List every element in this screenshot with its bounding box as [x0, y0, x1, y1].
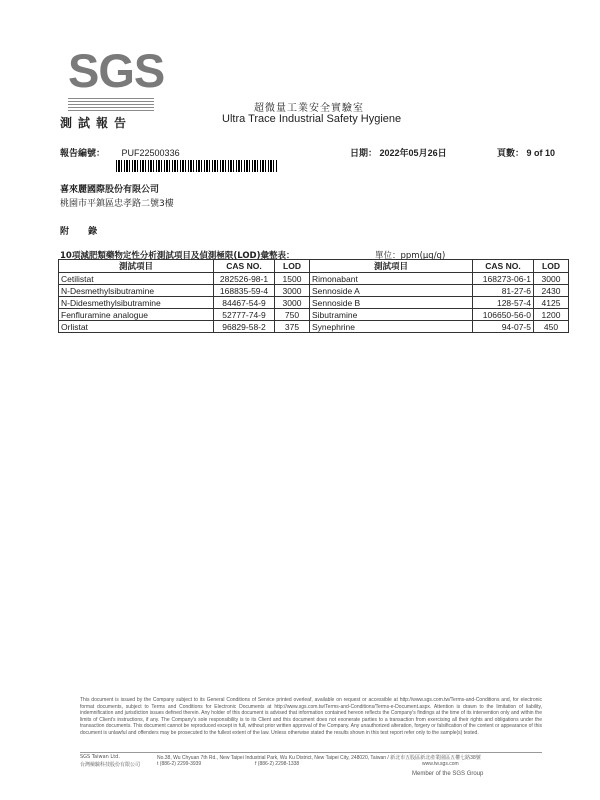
- appendix-label: 附 錄: [60, 227, 106, 237]
- lod-value: 3000: [275, 285, 310, 297]
- cas-number: 81-27-6: [473, 285, 534, 297]
- report-number: [60, 146, 180, 159]
- lod-value: 750: [275, 309, 310, 321]
- report-date: [350, 146, 447, 159]
- header-cas-right: CAS NO.: [473, 260, 534, 273]
- report-no-label: 報告編號：: [60, 148, 106, 158]
- header-item: 測試項目: [59, 260, 214, 273]
- page-number: [497, 146, 555, 159]
- footer-disclaimer: This document is issued by the Company subject to its General Conditions of Service printed overleaf, available on request or accessible at http://www.sgs.com.tw/Terms-and-Conditions and, for electronic format documents, subject to Terms and Conditions for Electronic Documents at http://www.sgs.com.tw/Terms-and-Conditions/Terms-e-Document.aspx. Attention is drawn to the limitation of liability, indemnification and jurisdiction issues defined therein. Any holder of this document is advised that information contained hereon reflects the Company's findings at the time of its intervention only and within the limits of Client's instructions, if any. The Company's sole responsibility is to its Client and this document does not exonerate parties to a transaction from exercising all their rights and obligations under the transaction documents. This document cannot be reproduced except in full, without prior written approval of the Company. Any unauthorized alteration, forgery or falsification of the content or appearance of this document is unlawful and offenders may be prosecuted to the fullest extent of the law. Unless otherwise stated the results shown in this test report refer only to the sample(s) tested.: [80, 697, 542, 736]
- page-value: 9 of 10: [526, 148, 556, 158]
- lod-value: 375: [275, 321, 310, 333]
- sgs-logo: [68, 44, 165, 112]
- test-item: Sennoside A: [310, 285, 473, 297]
- table-row: [59, 297, 569, 309]
- page-label: 頁數：: [497, 148, 525, 158]
- lod-value: 2430: [534, 285, 569, 297]
- logo-text: SGS: [68, 44, 165, 97]
- lab-name-cn: 超微量工業安全實驗室: [254, 103, 364, 114]
- date-label: 日期：: [350, 148, 378, 158]
- table-row: [59, 273, 569, 285]
- table-row: [59, 321, 569, 333]
- table-header-row: [59, 260, 569, 273]
- footer-web: www.tw.sgs.com: [422, 761, 459, 767]
- lod-value: 1200: [534, 309, 569, 321]
- lod-value: 4125: [534, 297, 569, 309]
- lod-table: [58, 259, 569, 333]
- barcode-icon: [116, 160, 278, 172]
- test-item: Sibutramine: [310, 309, 473, 321]
- footer-member: Member of the SGS Group: [412, 771, 484, 777]
- report-label: 測試報告: [60, 116, 133, 130]
- cas-number: 168273-06-1: [473, 273, 534, 285]
- lod-value: 3000: [275, 297, 310, 309]
- cas-number: 52777-74-9: [214, 309, 275, 321]
- report-no-value: PUF22500336: [121, 148, 180, 158]
- cas-number: 84467-54-9: [214, 297, 275, 309]
- client-company: 喜來麗國際股份有限公司: [60, 185, 160, 195]
- client-address: 桃園市平鎮區忠孝路二號3樓: [60, 199, 174, 209]
- header-lod-right: LOD: [534, 260, 569, 273]
- lod-value: 1500: [275, 273, 310, 285]
- lab-name-en: Ultra Trace Industrial Safety Hygiene: [222, 113, 402, 125]
- test-item: N-Didesmethylsibutramine: [59, 297, 214, 309]
- test-item: Fenfluramine analogue: [59, 309, 214, 321]
- test-item: Synephrine: [310, 321, 473, 333]
- header-lod: LOD: [275, 260, 310, 273]
- footer-divider: [80, 752, 542, 753]
- lod-value: 450: [534, 321, 569, 333]
- date-value: 2022年05月26日: [379, 148, 447, 158]
- footer-address: No.38, Wu Chyuan 7th Rd., New Taipei Industrial Park, Wu Ku District, New Taipei City, 248020, Taiwan / 新北市五股區新北產業園區五權七路38號: [157, 755, 481, 761]
- footer-company-cn: 台灣檢驗科技股份有限公司: [80, 762, 141, 768]
- header-item-right: 測試項目: [310, 260, 473, 273]
- cas-number: 106650-56-0: [473, 309, 534, 321]
- test-item: Cetilistat: [59, 273, 214, 285]
- cas-number: 96829-58-2: [214, 321, 275, 333]
- test-item: Rimonabant: [310, 273, 473, 285]
- table-row: [59, 309, 569, 321]
- table-title: 10項減肥類藥物定性分析測試項目及偵測極限(LOD)彙整表：: [60, 251, 295, 261]
- cas-number: 282526-98-1: [214, 273, 275, 285]
- logo-stripes-icon: [68, 98, 154, 112]
- cas-number: 94-07-5: [473, 321, 534, 333]
- cas-number: 128-57-4: [473, 297, 534, 309]
- footer-fax: f (886-2) 2298-1338: [255, 761, 300, 767]
- cas-number: 168835-59-4: [214, 285, 275, 297]
- test-item: Orlistat: [59, 321, 214, 333]
- header-cas: CAS NO.: [214, 260, 275, 273]
- unit-label: 單位：ppm(μg/g): [375, 251, 446, 261]
- test-item: N-Desmethylsibutramine: [59, 285, 214, 297]
- table-row: [59, 285, 569, 297]
- footer-company-name: SGS Taiwan Ltd.: [80, 754, 120, 760]
- lod-value: 3000: [534, 273, 569, 285]
- test-item: Sennoside B: [310, 297, 473, 309]
- footer-tel: t (886-2) 2299-3939: [157, 761, 202, 767]
